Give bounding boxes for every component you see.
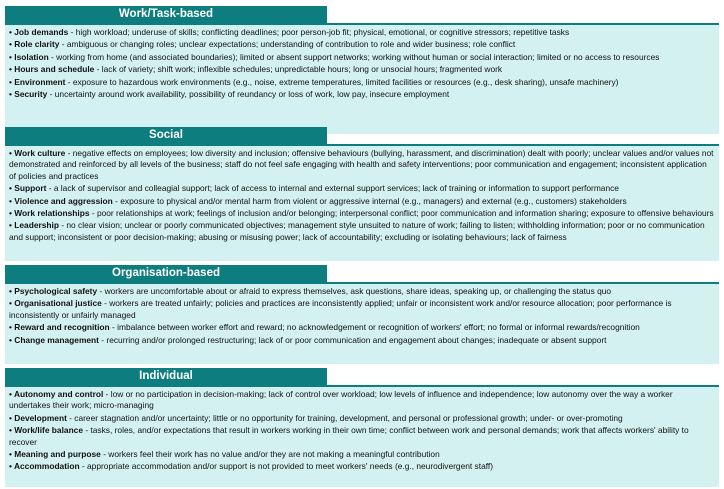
list-item: • Violence and aggression - exposure to physical and/or mental harm from violent or aggressive internal (e.g., managers) and external (e.g., customers) stakeholders — [9, 195, 627, 206]
list-item: • Meaning and purpose - workers feel their work has no value and/or they are not making a meaningful contribution — [9, 449, 440, 460]
section-work-task — [5, 6, 719, 134]
item-term: Psychological safety — [14, 286, 98, 296]
list-item: • Security - uncertainty around work availability, possibility of reundancy or loss of work, low pay, insecure employment — [9, 89, 450, 100]
item-desc: - workers are treated unfairly; policies and practices are inconsistently applied; unfair or inconsistent work and/or resource allocation; poor performance is inconsistently or unfairly managed — [9, 298, 672, 320]
item-desc: - workers feel their work has no value and/or they are not making a meaningful contribution — [100, 449, 440, 460]
item-term: Hours and schedule — [14, 64, 95, 75]
item-term: Accommodation — [13, 461, 80, 472]
item-desc: - a lack of supervisor and colleagial support; lack of access to internal and external support services; lack of training or information to support performance — [46, 183, 619, 194]
section-individual — [5, 368, 719, 487]
item-term: Work culture — [14, 148, 66, 158]
item-desc: - uncertainty around work availability, possibility of reundancy or loss of work, low pay, insecure employment — [47, 89, 450, 100]
item-term: Environment — [14, 76, 66, 87]
list-item: • Role clarity - ambiguous or changing roles; unclear expectations; understanding of contribution to role and wider business; role conflict — [9, 39, 516, 50]
section-header: Social — [5, 127, 327, 144]
item-term: Organisational justice — [14, 298, 102, 309]
item-term: Isolation — [14, 51, 49, 62]
section-organisation — [5, 265, 719, 364]
section-box — [5, 23, 719, 134]
item-term: Work/life balance — [14, 425, 83, 436]
section-social — [5, 127, 719, 261]
list-item: • Reward and recognition - imbalance between worker effort and reward; no acknowledgement or recognition of workers' effort; no formal or informal rewards/recognition — [9, 322, 640, 333]
item-desc: - career stagnation and/or uncertainty; little or no opportunity for training, development, and personal or professional growth; under- or over-promoting — [66, 412, 623, 423]
list-item: • Leadership - no clear vision; unclear or poorly communicated objectives; management style unsuited to nature of work; failing to listen; withholding information; poor or no communication and support; inconsistent or poor decision-making; abusing or misusing power; lack of accountability; excluding or isolating behaviours; lack of fairness — [9, 220, 705, 242]
list-item: • Job demands - high workload; underuse of skills; conflicting deadlines; poor person-job fit; physical, emotional, or cognitive stressors; repetitive tasks — [9, 27, 570, 37]
item-desc: - low or no participation in decision-making; lack of control over workload; low levels of influence and independence; low autonomy over the way a worker undertakes their work; micro-managing — [9, 389, 673, 411]
list-item: • Isolation - working from home (and associated boundaries); limited or absent support networks; working without human or social interaction; limited or no access to resources — [9, 51, 660, 62]
section-header: Individual — [5, 368, 327, 385]
list-item: • Environment - exposure to hazardous work environments (e.g., noise, extreme temperatures, limited facilities or resources (e.g., desk sharing), unsafe machinery) — [9, 76, 619, 87]
item-term: Job demands — [14, 27, 69, 37]
list-item: • Psychological safety - workers are uncomfortable about or afraid to express themselves, ask questions, share ideas, speaking up, or challenging the status quo — [9, 286, 612, 296]
list-item: • Organisational justice - workers are treated unfairly; policies and practices are inconsistently applied; unfair or inconsistent work and/or resource allocation; poor performance is inconsistently or unfairly managed — [9, 298, 672, 320]
item-desc: - lack of variety; shift work; inflexible schedules; unpredictable hours; long or unsocial hours; fragmented work — [94, 64, 503, 75]
item-term: Reward and recognition — [14, 322, 110, 333]
item-desc: - poor relationships at work; feelings of inclusion and/or belonging; interpersonal conflict; poor communication and information sharing; exposure to offensive behaviours — [89, 208, 714, 219]
list-item: • Development - career stagnation and/or uncertainty; little or no opportunity for training, development, and personal or professional growth; under- or over-promoting — [9, 412, 623, 423]
item-term: Leadership — [14, 220, 59, 231]
section-header: Organisation-based — [5, 265, 327, 282]
item-term: Work relationships — [14, 208, 90, 219]
section-box — [5, 385, 719, 487]
item-desc: - working from home (and associated boundaries); limited or absent support networks; working without human or social interaction; limited or no access to resources — [48, 51, 660, 62]
list-item: • Accommodation - appropriate accommodation and/or support is not provided to meet workers' needs (e.g., neurodivergent staff) — [9, 461, 494, 472]
item-term: Role clarity — [14, 39, 60, 50]
item-term: Security — [14, 89, 48, 100]
item-term: Autonomy and control — [13, 389, 104, 399]
item-term: Development — [14, 412, 67, 423]
list-item: • Autonomy and control - low or no participation in decision-making; lack of control over workload; low levels of influence and independence; low autonomy over the way a worker undertakes their work; micro-managing — [9, 389, 673, 411]
item-desc: - recurring and/or prolonged restructuring; lack of or poor communication and engagement about changes; inadequate or absent support — [98, 334, 607, 345]
item-term: Support — [14, 183, 47, 194]
item-desc: - workers are uncomfortable about or afraid to express themselves, ask questions, share ideas, speaking up, or challenging the status quo — [97, 286, 612, 296]
item-desc: - ambiguous or changing roles; unclear expectations; understanding of contribution to role and wider business; role conflict — [59, 39, 516, 50]
list-item: • Hours and schedule - lack of variety; shift work; inflexible schedules; unpredictable hours; long or unsocial hours; fragmented work — [9, 64, 503, 75]
item-desc: - no clear vision; unclear or poorly communicated objectives; management style unsuited to nature of work; failing to listen; withholding information; poor or no communication and support; inconsistent or poor decision-making; abusing or misusing power; lack of accountability; excluding or isolating behaviours; lack of fairness — [9, 220, 705, 242]
item-desc: - imbalance between worker effort and reward; no acknowledgement or recognition of workers' effort; no formal or informal rewards/recognition — [109, 322, 640, 333]
list-item: • Change management - recurring and/or prolonged restructuring; lack of or poor communication and engagement about changes; inadequate or absent support — [9, 334, 607, 345]
list-item: • Work relationships - poor relationships at work; feelings of inclusion and/or belonging; interpersonal conflict; poor communication and information sharing; exposure to offensive behaviours — [9, 208, 714, 219]
section-header: Work/Task-based — [5, 6, 327, 23]
list-item: • Work/life balance - tasks, roles, and/or expectations that result in workers working in their own time; conflict between work and personal demands; work that affects workers' ability to recover — [9, 425, 689, 447]
item-desc: - tasks, roles, and/or expectations that result in workers working in their own time; conflict between work and personal demands; work that affects workers' ability to recover — [9, 425, 689, 447]
item-term: Meaning and purpose — [14, 449, 101, 460]
section-box — [5, 144, 719, 261]
item-desc: - negative effects on employees; low diversity and inclusion; offensive behaviours (bullying, harassment, and discrimination) dealt with poorly; unclear values and/or values not demonstrated and reinforced by all levels of the business; staff do not feel safe engaging with health and safety interventions; poor communication and engagement; inconsistent application of policies and practices — [9, 148, 714, 181]
list-item: • Support - a lack of supervisor and colleagial support; lack of access to internal and external support services; lack of training or information to support performance — [9, 183, 619, 194]
item-desc: - exposure to hazardous work environments (e.g., noise, extreme temperatures, limited facilities or resources (e.g., desk sharing), unsafe machinery) — [65, 76, 619, 87]
item-term: Change management — [14, 334, 99, 345]
item-desc: - high workload; underuse of skills; conflicting deadlines; poor person-job fit; physical, emotional, or cognitive stressors; repetitive tasks — [68, 27, 570, 37]
item-desc: - appropriate accommodation and/or support is not provided to meet workers' needs (e.g., neurodivergent staff) — [79, 461, 494, 472]
item-term: Violence and aggression — [14, 195, 113, 206]
section-box — [5, 282, 719, 364]
item-desc: - exposure to physical and/or mental harm from violent or aggressive internal (e.g., managers) and external (e.g., customers) stakeholders — [112, 195, 627, 206]
list-item: • Work culture - negative effects on employees; low diversity and inclusion; offensive behaviours (bullying, harassment, and discrimination) dealt with poorly; unclear values and/or values not demonstrated and reinforced by all levels of the business; staff do not feel safe engaging with health and safety interventions; poor communication and engagement; inconsistent application of policies and practices — [9, 148, 714, 181]
